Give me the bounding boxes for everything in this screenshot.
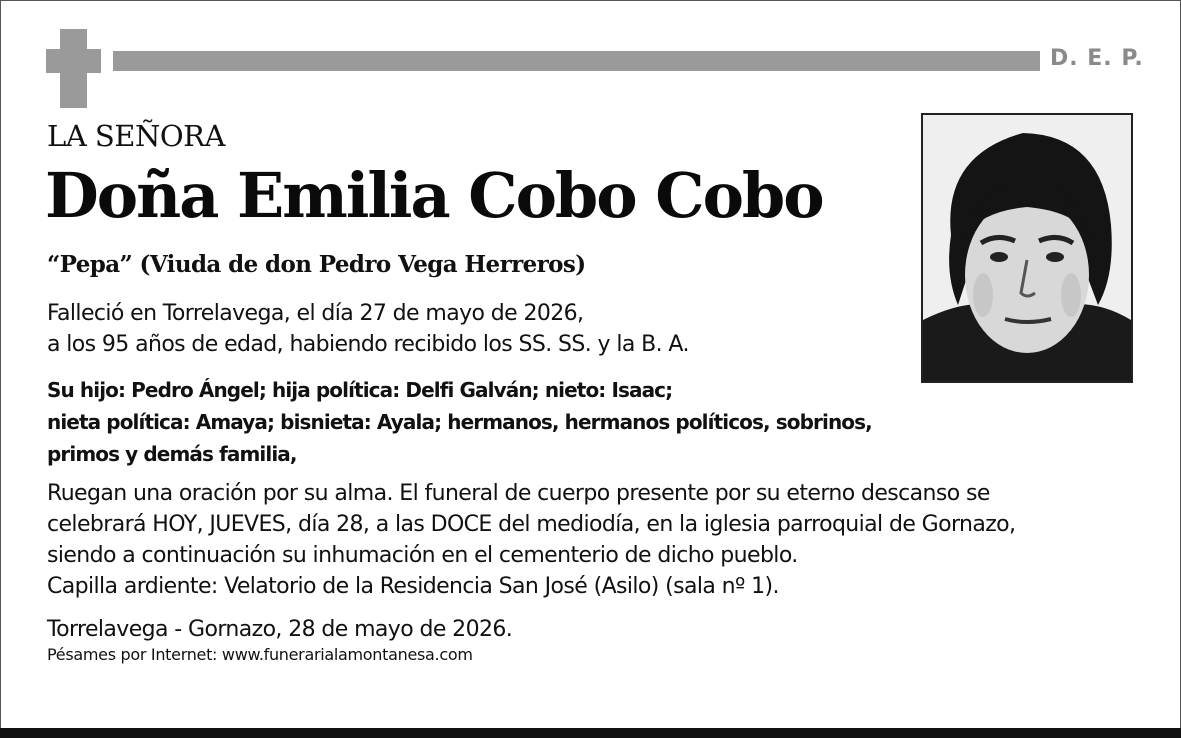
family-line: nieta política: Amaya; bisnieta: Ayala; hermanos, hermanos políticos, sobrinos, [47,410,872,434]
death-info-line: Falleció en Torrelavega, el día 27 de mayo de 2026, [47,301,584,326]
family-list [47,374,872,470]
funeral-line: Ruegan una oración por su alma. El funeral de cuerpo presente por su eterno descanso se [47,481,990,506]
portrait-photo [921,113,1133,383]
deceased-name: Doña Emilia Cobo Cobo [45,159,823,232]
funeral-line: Capilla ardiente: Velatorio de la Residencia San José (Asilo) (sala nº 1). [47,574,779,599]
header-rule [113,51,1040,71]
honorific: LA SEÑORA [47,119,225,153]
dep-label: D. E. P. [1050,46,1144,71]
funeral-info [47,478,1015,602]
funeral-line: celebrará HOY, JUEVES, día 28, a las DOCE del mediodía, en la iglesia parroquial de Gornazo, [47,512,1016,537]
funeral-line: siendo a continuación su inhumación en el cementerio de dicho pueblo. [47,543,798,568]
death-info-line: a los 95 años de edad, habiendo recibido los SS. SS. y la B. A. [47,332,689,357]
family-line: Su hijo: Pedro Ángel; hija política: Delfi Galván; nieto: Isaac; [47,378,673,402]
subtitle: “Pepa” (Viuda de don Pedro Vega Herreros) [47,251,586,278]
death-info [47,298,689,360]
condolences-line: Pésames por Internet: www.funerarialamontanesa.com [47,645,473,664]
place-date: Torrelavega - Gornazo, 28 de mayo de 2026. [47,617,513,642]
cross-icon-bar [46,49,101,73]
family-line: primos y demás familia, [47,442,297,466]
portrait-icon [923,115,1131,381]
bottom-border [0,728,1181,738]
